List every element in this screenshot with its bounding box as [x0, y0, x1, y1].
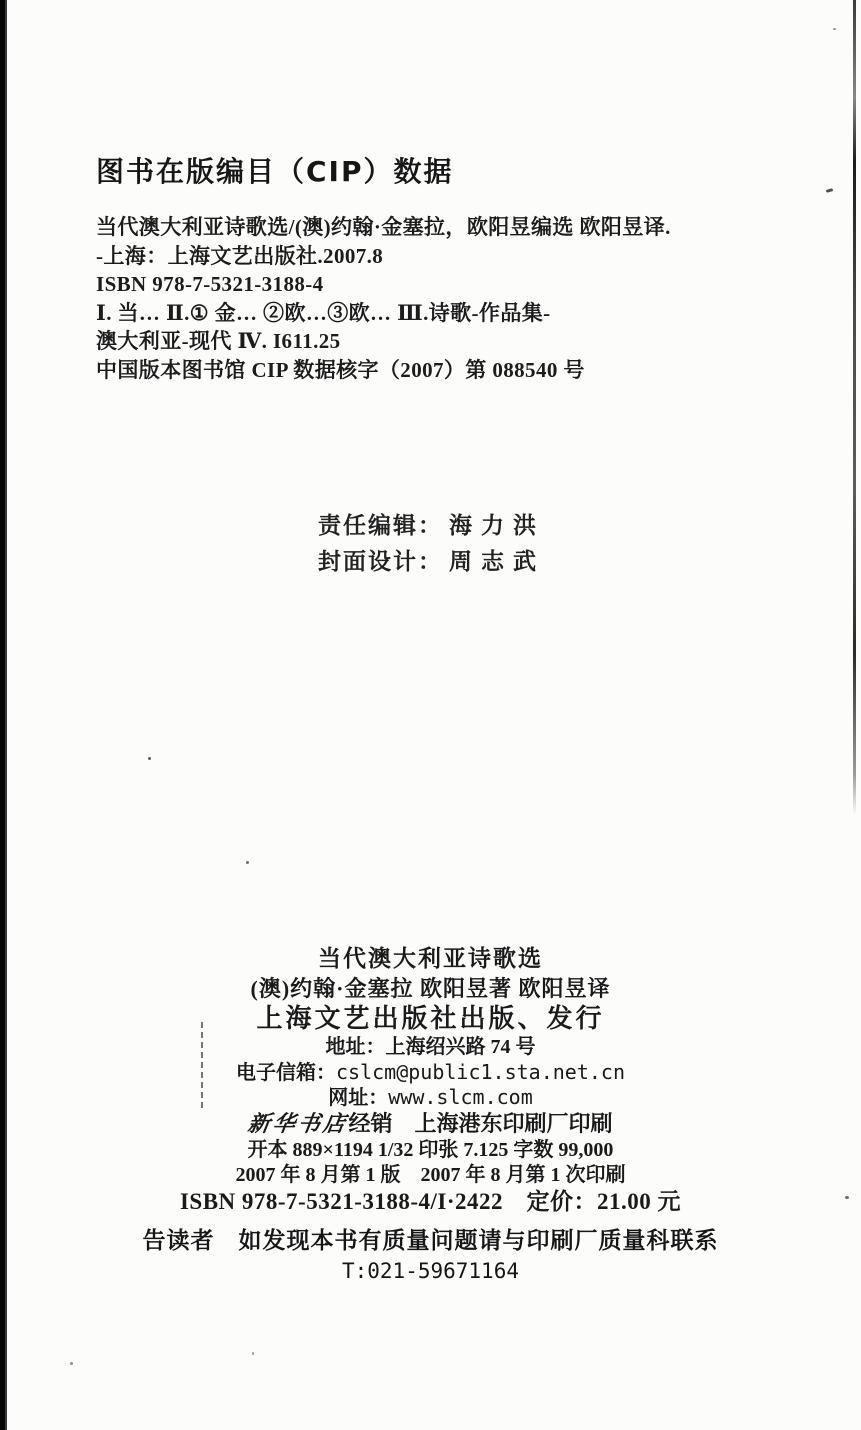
reader-notice-text: 告读者 如发现本书有质量问题请与印刷厂质量科联系	[142, 1228, 719, 1254]
cover-designer-label: 封面设计：	[318, 549, 443, 574]
book-title: 当代澳大利亚诗歌选	[318, 946, 543, 972]
colophon-block	[8, 944, 853, 1216]
scan-speck	[826, 188, 834, 193]
responsible-editor-name: 海力洪	[449, 513, 545, 538]
email-value: cslcm@public1.sta.net.cn	[336, 1060, 625, 1084]
cover-designer-line	[318, 544, 545, 580]
cip-line-registration-number: 中国版本图书馆 CIP 数据核字（2007）第 088540 号	[96, 357, 585, 382]
cip-line-tracing-1: Ⅰ. 当… Ⅱ.① 金… ②欧…③欧… Ⅲ.诗歌-作品集-	[96, 300, 551, 325]
email-label: 电子信箱：	[236, 1062, 336, 1084]
address-label: 地址：	[325, 1036, 386, 1058]
xinhua-bookstore-script: 新华书店	[246, 1111, 351, 1136]
scan-edge-right	[853, 0, 856, 815]
website-line	[8, 1086, 853, 1110]
authors-line: (澳)约翰·金塞拉 欧阳昱著 欧阳昱译	[250, 976, 611, 1001]
address-line	[8, 1035, 853, 1059]
cip-heading: 图书在版编目（CIP）数据	[96, 155, 454, 188]
reader-notice-block	[8, 1226, 853, 1286]
isbn-price-line: ISBN 978-7-5321-3188-4/I·2422 定价：21.00 元	[179, 1189, 682, 1214]
responsible-editor-line	[318, 508, 545, 544]
edition-line: 2007 年 8 月第 1 版 2007 年 8 月第 1 次印刷	[235, 1164, 626, 1186]
scan-speck	[252, 1352, 254, 1355]
cip-data-block	[96, 213, 776, 384]
email-line	[8, 1059, 853, 1086]
website-value: www.slcm.com	[388, 1085, 533, 1109]
format-line: 开本 889×1194 1/32 印张 7.125 字数 99,000	[247, 1139, 614, 1161]
scan-speck	[148, 757, 151, 760]
scan-edge-left	[0, 0, 8, 1430]
scan-speck	[70, 1362, 73, 1365]
publisher-line: 上海文艺出版社出版、发行	[256, 1004, 605, 1034]
distribution-printer: 经销 上海港东印刷厂印刷	[348, 1111, 613, 1136]
cip-line-title-statement: 当代澳大利亚诗歌选/(澳)约翰·金塞拉，欧阳昱编选 欧阳昱译.	[96, 215, 671, 239]
scan-speck	[246, 861, 249, 864]
cip-line-isbn: ISBN 978-7-5321-3188-4	[96, 272, 324, 296]
scan-speck	[833, 28, 836, 30]
credits-block	[318, 508, 545, 580]
cip-line-publisher: -上海：上海文艺出版社.2007.8	[96, 243, 384, 268]
website-label: 网址：	[328, 1087, 389, 1109]
address-value: 上海绍兴路 74 号	[385, 1036, 536, 1058]
reader-notice-phone: T:021-59671164	[341, 1259, 519, 1283]
distribution-line	[8, 1110, 853, 1138]
responsible-editor-label: 责任编辑：	[318, 513, 443, 538]
cip-line-tracing-2: 澳大利亚-现代 Ⅳ. I611.25	[96, 329, 341, 353]
cover-designer-name: 周志武	[449, 549, 545, 574]
